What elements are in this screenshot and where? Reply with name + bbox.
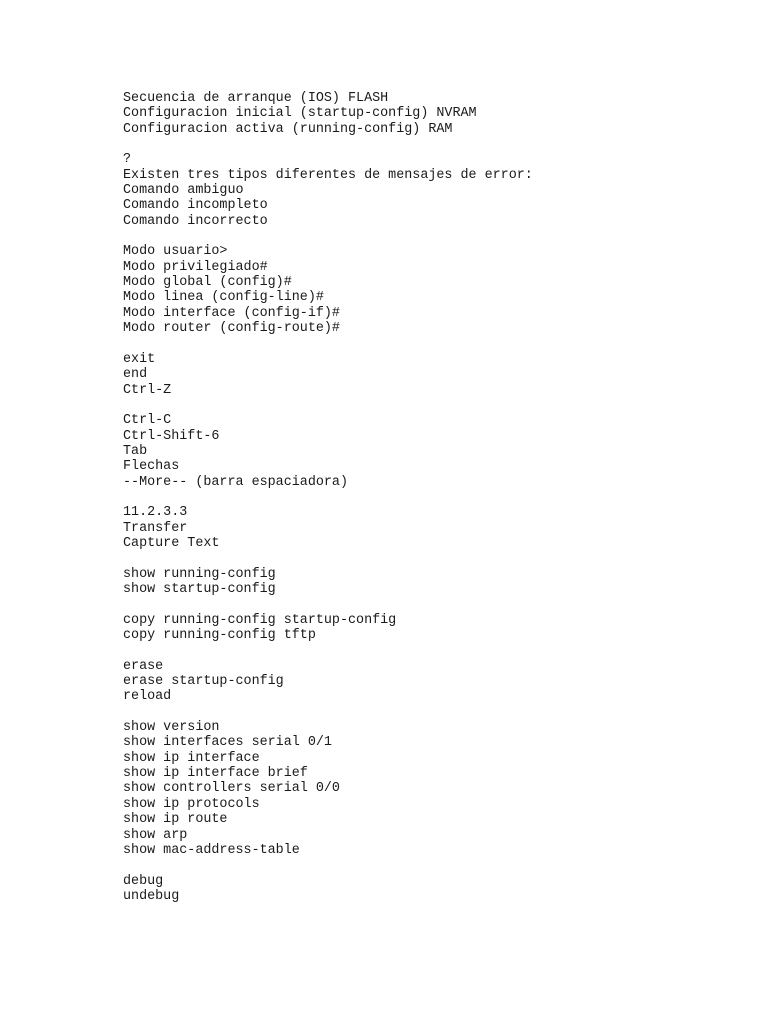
text-line: Tab [123, 443, 148, 459]
text-line: Modo interface (config-if)# [123, 305, 340, 321]
text-line: Modo usuario> [123, 244, 228, 260]
text-line: erase startup-config [123, 674, 284, 690]
text-line: show running-config [123, 566, 276, 582]
text-line [123, 858, 533, 873]
text-line: --More-- (barra espaciadora) [123, 474, 348, 490]
text-line: show startup-config [123, 582, 276, 597]
text-line [123, 597, 533, 612]
text-line: Ctrl-C [123, 413, 172, 429]
text-line: Modo privilegiado# [123, 259, 268, 275]
text-line: Transfer [123, 520, 188, 536]
text-line [123, 643, 533, 658]
text-line: show arp [123, 827, 188, 843]
text-line: show ip interface [123, 750, 260, 766]
text-line: show ip route [123, 812, 228, 828]
text-line: undebug [123, 888, 180, 904]
text-line: Configuracion inicial (startup-config) NVRAM [123, 106, 477, 122]
text-line: Configuracion activa (running-config) RAM [123, 121, 453, 137]
text-line: Capture Text [123, 535, 220, 551]
text-line: Ctrl-Z [123, 382, 172, 398]
text-line: Existen tres tipos diferentes de mensajes de error: [123, 167, 533, 183]
text-line: copy running-config tftp [123, 628, 316, 644]
text-line: Modo router (config-route)# [123, 321, 340, 337]
text-line: show mac-address-table [123, 842, 300, 858]
text-line: erase [123, 658, 164, 674]
text-line: Modo linea (config-line)# [123, 290, 324, 306]
text-line: show controllers serial 0/0 [123, 781, 340, 797]
text-line: debug [123, 873, 164, 889]
text-line: Comando ambiguo [123, 183, 244, 199]
text-line [123, 398, 533, 413]
document-body [123, 91, 533, 904]
text-line [123, 337, 533, 352]
text-line: 11.2.3.3 [123, 505, 188, 521]
text-line: show ip interface brief [123, 766, 308, 782]
text-line [123, 137, 533, 152]
text-line: show version [123, 720, 220, 736]
text-line: Comando incorrecto [123, 213, 268, 229]
text-line: exit [123, 351, 156, 367]
text-line [123, 551, 533, 566]
text-line: Modo global (config)# [123, 275, 292, 291]
text-line [123, 490, 533, 505]
text-line: ? [123, 152, 132, 168]
text-line: Comando incompleto [123, 198, 268, 214]
text-line: show ip protocols [123, 796, 260, 812]
text-line: Flechas [123, 459, 180, 475]
text-line: copy running-config startup-config [123, 612, 397, 628]
text-line [123, 705, 533, 720]
text-line: end [123, 367, 148, 383]
text-line: Ctrl-Shift-6 [123, 428, 220, 444]
text-line: show interfaces serial 0/1 [123, 735, 332, 751]
text-line: Secuencia de arranque (IOS) FLASH [123, 91, 389, 106]
text-line: reload [123, 689, 172, 705]
text-line [123, 229, 533, 244]
